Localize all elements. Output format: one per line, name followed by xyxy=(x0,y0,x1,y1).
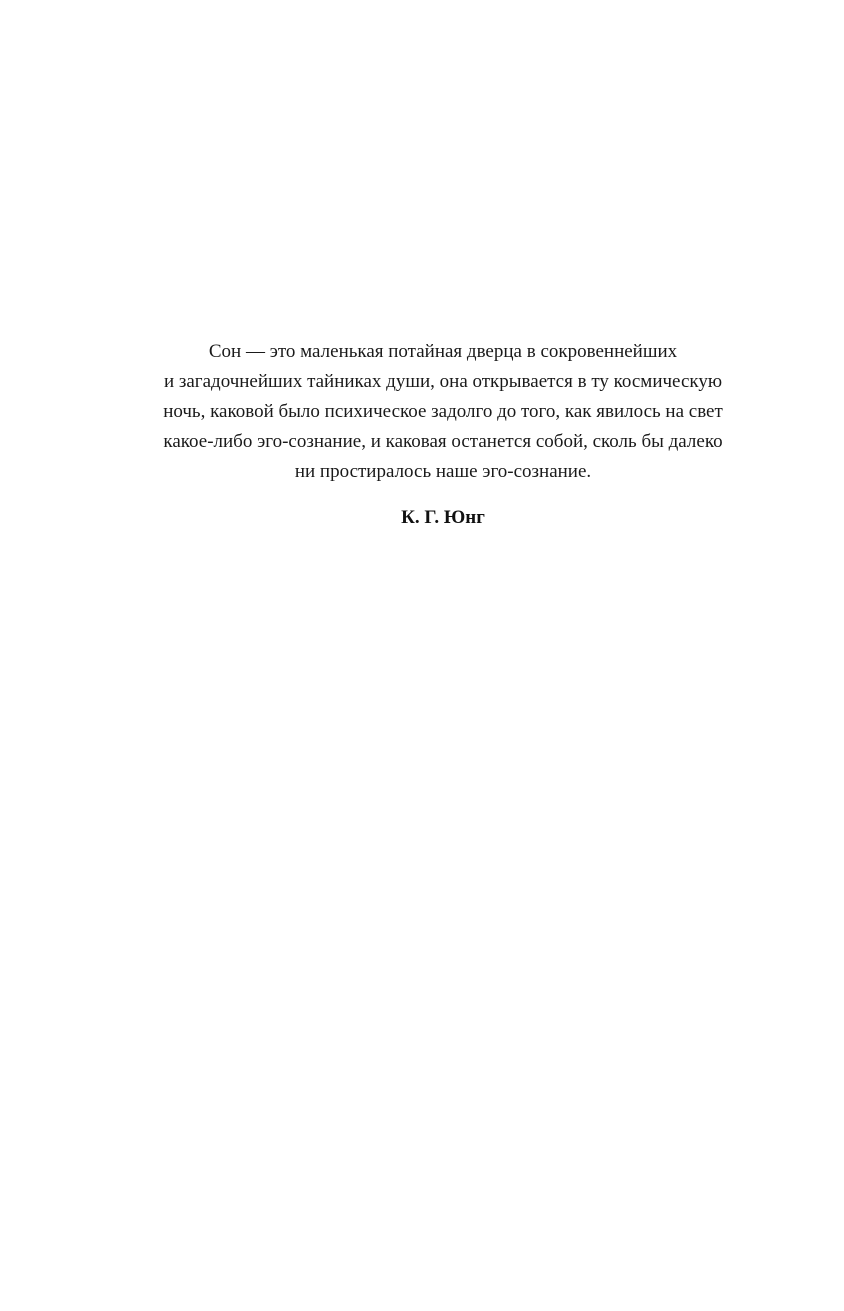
quote-line: ночь, каковой было психическое задолго до того, как явилось на свет xyxy=(163,401,723,422)
epigraph-quote xyxy=(100,337,786,487)
epigraph xyxy=(100,337,786,533)
quote-line: какое-либо эго-сознание, и каковая останется собой, сколь бы далеко xyxy=(163,431,723,452)
quote-line: и загадочнейших тайниках души, она открывается в ту космическую xyxy=(163,371,723,392)
quote-line: Сон — это маленькая потайная дверца в сокровеннейших xyxy=(208,341,678,362)
quote-line: ни простиралось наше эго-сознание. xyxy=(294,461,592,482)
epigraph-author: К. Г. Юнг xyxy=(401,507,485,528)
